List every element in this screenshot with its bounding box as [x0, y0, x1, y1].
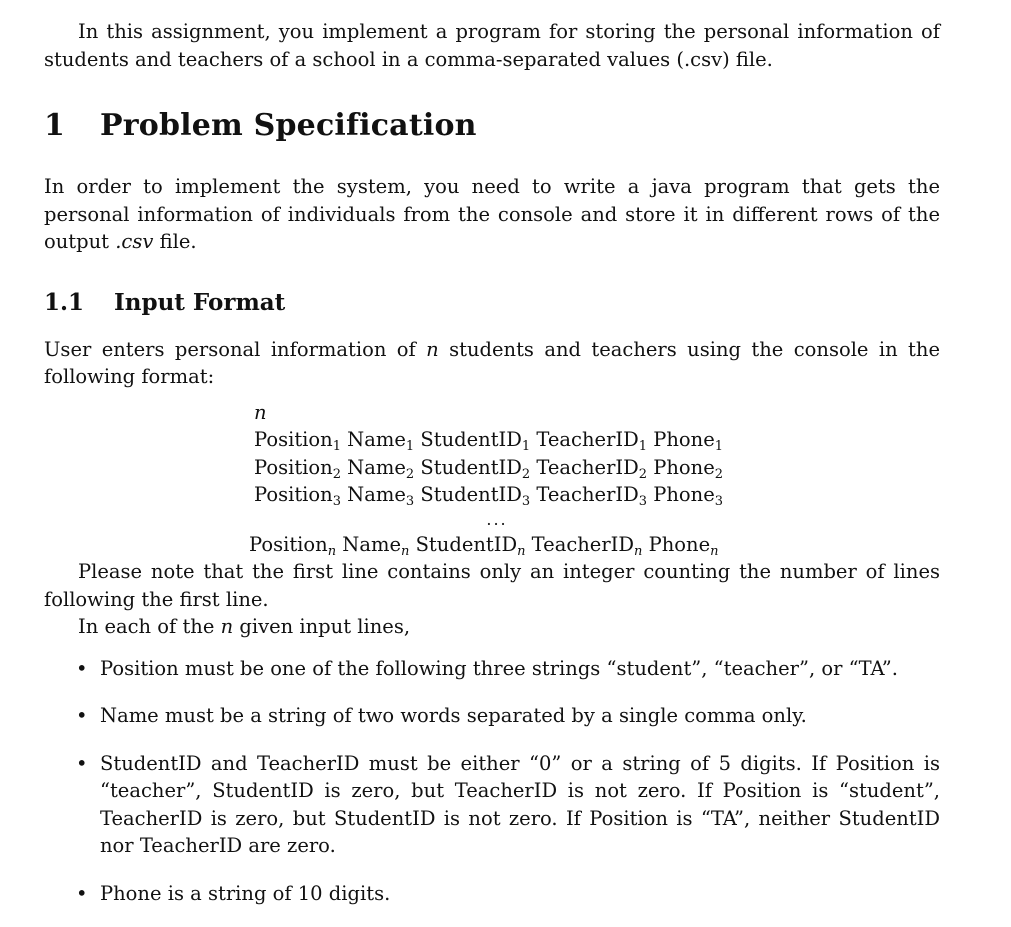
section-heading — [44, 107, 940, 145]
format-last-line — [44, 531, 940, 559]
subscript: 2 — [714, 466, 724, 482]
intro-paragraph: In this assignment, you implement a program for storing the personal information of students and teachers of a school in a comma-separated values (.csv) file. — [44, 20, 940, 71]
subsection-title: Input Format — [114, 288, 286, 316]
list-item — [44, 702, 940, 730]
list-item — [44, 655, 940, 683]
variable-n: n — [426, 337, 439, 361]
field-phone: Phone — [653, 428, 715, 451]
note-paragraph-2 — [44, 613, 940, 641]
field-student-id: StudentID — [420, 483, 522, 506]
subsection-paragraph — [44, 336, 940, 391]
field-teacher-id: TeacherID — [531, 532, 635, 556]
section-title: Problem Specification — [100, 108, 477, 143]
subscript: 1 — [714, 439, 724, 454]
field-position: Position — [254, 455, 333, 479]
subsection-paragraph-end: students and teachers using the console in the following format: — [44, 337, 940, 388]
field-position: Position — [254, 483, 333, 506]
section-paragraph-end: file. — [153, 230, 197, 253]
csv-extension: .csv — [115, 230, 154, 253]
bullet-icon: • — [76, 704, 88, 727]
subscript: 1 — [332, 439, 341, 454]
bullet-icon: • — [76, 656, 88, 680]
list-item-text: Name must be a string of two words separated by a single comma only. — [100, 704, 807, 727]
field-teacher-id: TeacherID — [536, 483, 639, 506]
field-name: Name — [342, 532, 401, 556]
field-name: Name — [347, 455, 406, 479]
subscript: n — [710, 543, 719, 559]
subsection-paragraph-text: User enters personal information of — [44, 337, 427, 361]
subscript: n — [517, 543, 526, 559]
note-text-end: given input lines, — [233, 615, 411, 638]
field-name: Name — [347, 428, 406, 451]
subscript: 1 — [521, 439, 531, 454]
list-item-text: Phone is a string of 10 digits. — [100, 881, 391, 905]
list-item-text: StudentID and TeacherID must be either “0” or a string of 5 digits. If Position is “teacher”, StudentID is zero, but TeacherID is not zero. If Position is “student”, TeacherID is zero, but StudentID is not zero. If Position is “TA”, neither StudentID nor TeacherID are zero. — [100, 751, 940, 857]
format-ellipsis: ... — [486, 509, 508, 529]
subscript: n — [327, 543, 337, 559]
subscript: 3 — [714, 494, 724, 509]
subscript: 2 — [638, 466, 648, 482]
field-phone: Phone — [653, 483, 715, 506]
section-paragraph — [44, 173, 940, 256]
field-phone: Phone — [653, 455, 715, 479]
bullet-icon: • — [76, 751, 88, 775]
format-line — [44, 454, 940, 482]
subscript: 2 — [332, 466, 341, 482]
field-phone: Phone — [648, 532, 711, 556]
list-item-text: Position must be one of the following three strings “student”, “teacher”, or “TA”. — [100, 656, 898, 680]
subscript: 3 — [638, 494, 648, 509]
subscript: 3 — [332, 494, 341, 509]
format-line — [44, 426, 940, 454]
section-paragraph-text: In order to implement the system, you need to write a java program that gets the personal information of individuals from the console and store it in different rows of the output — [44, 175, 940, 253]
format-first-line: n — [254, 400, 267, 424]
rules-list — [44, 655, 940, 908]
field-teacher-id: TeacherID — [536, 428, 639, 451]
format-line — [44, 481, 940, 509]
subscript: 1 — [405, 439, 415, 454]
field-position: Position — [254, 428, 333, 451]
subsection-heading — [44, 288, 940, 318]
subscript: n — [634, 543, 643, 559]
variable-n: n — [220, 615, 234, 638]
field-student-id: StudentID — [420, 455, 522, 479]
subscript: 2 — [521, 466, 531, 482]
list-item — [44, 880, 940, 908]
bullet-icon: • — [76, 881, 88, 905]
note-text: In each of the — [78, 615, 221, 638]
subscript: 1 — [638, 439, 648, 454]
subsection-number: 1.1 — [44, 288, 85, 316]
subscript: 2 — [405, 466, 415, 482]
section-number: 1 — [44, 108, 66, 143]
subscript: 3 — [405, 494, 415, 509]
note-paragraph: Please note that the first line contains only an integer counting the number of lines following the first line. — [44, 560, 940, 611]
list-item — [44, 750, 940, 860]
document-page — [44, 18, 940, 927]
input-format-block — [44, 399, 940, 559]
subscript: 3 — [521, 494, 531, 509]
field-teacher-id: TeacherID — [536, 455, 639, 479]
field-student-id: StudentID — [415, 532, 518, 556]
subscript: n — [401, 543, 410, 559]
field-position: Position — [249, 532, 328, 556]
field-name: Name — [347, 483, 406, 506]
field-student-id: StudentID — [420, 428, 522, 451]
